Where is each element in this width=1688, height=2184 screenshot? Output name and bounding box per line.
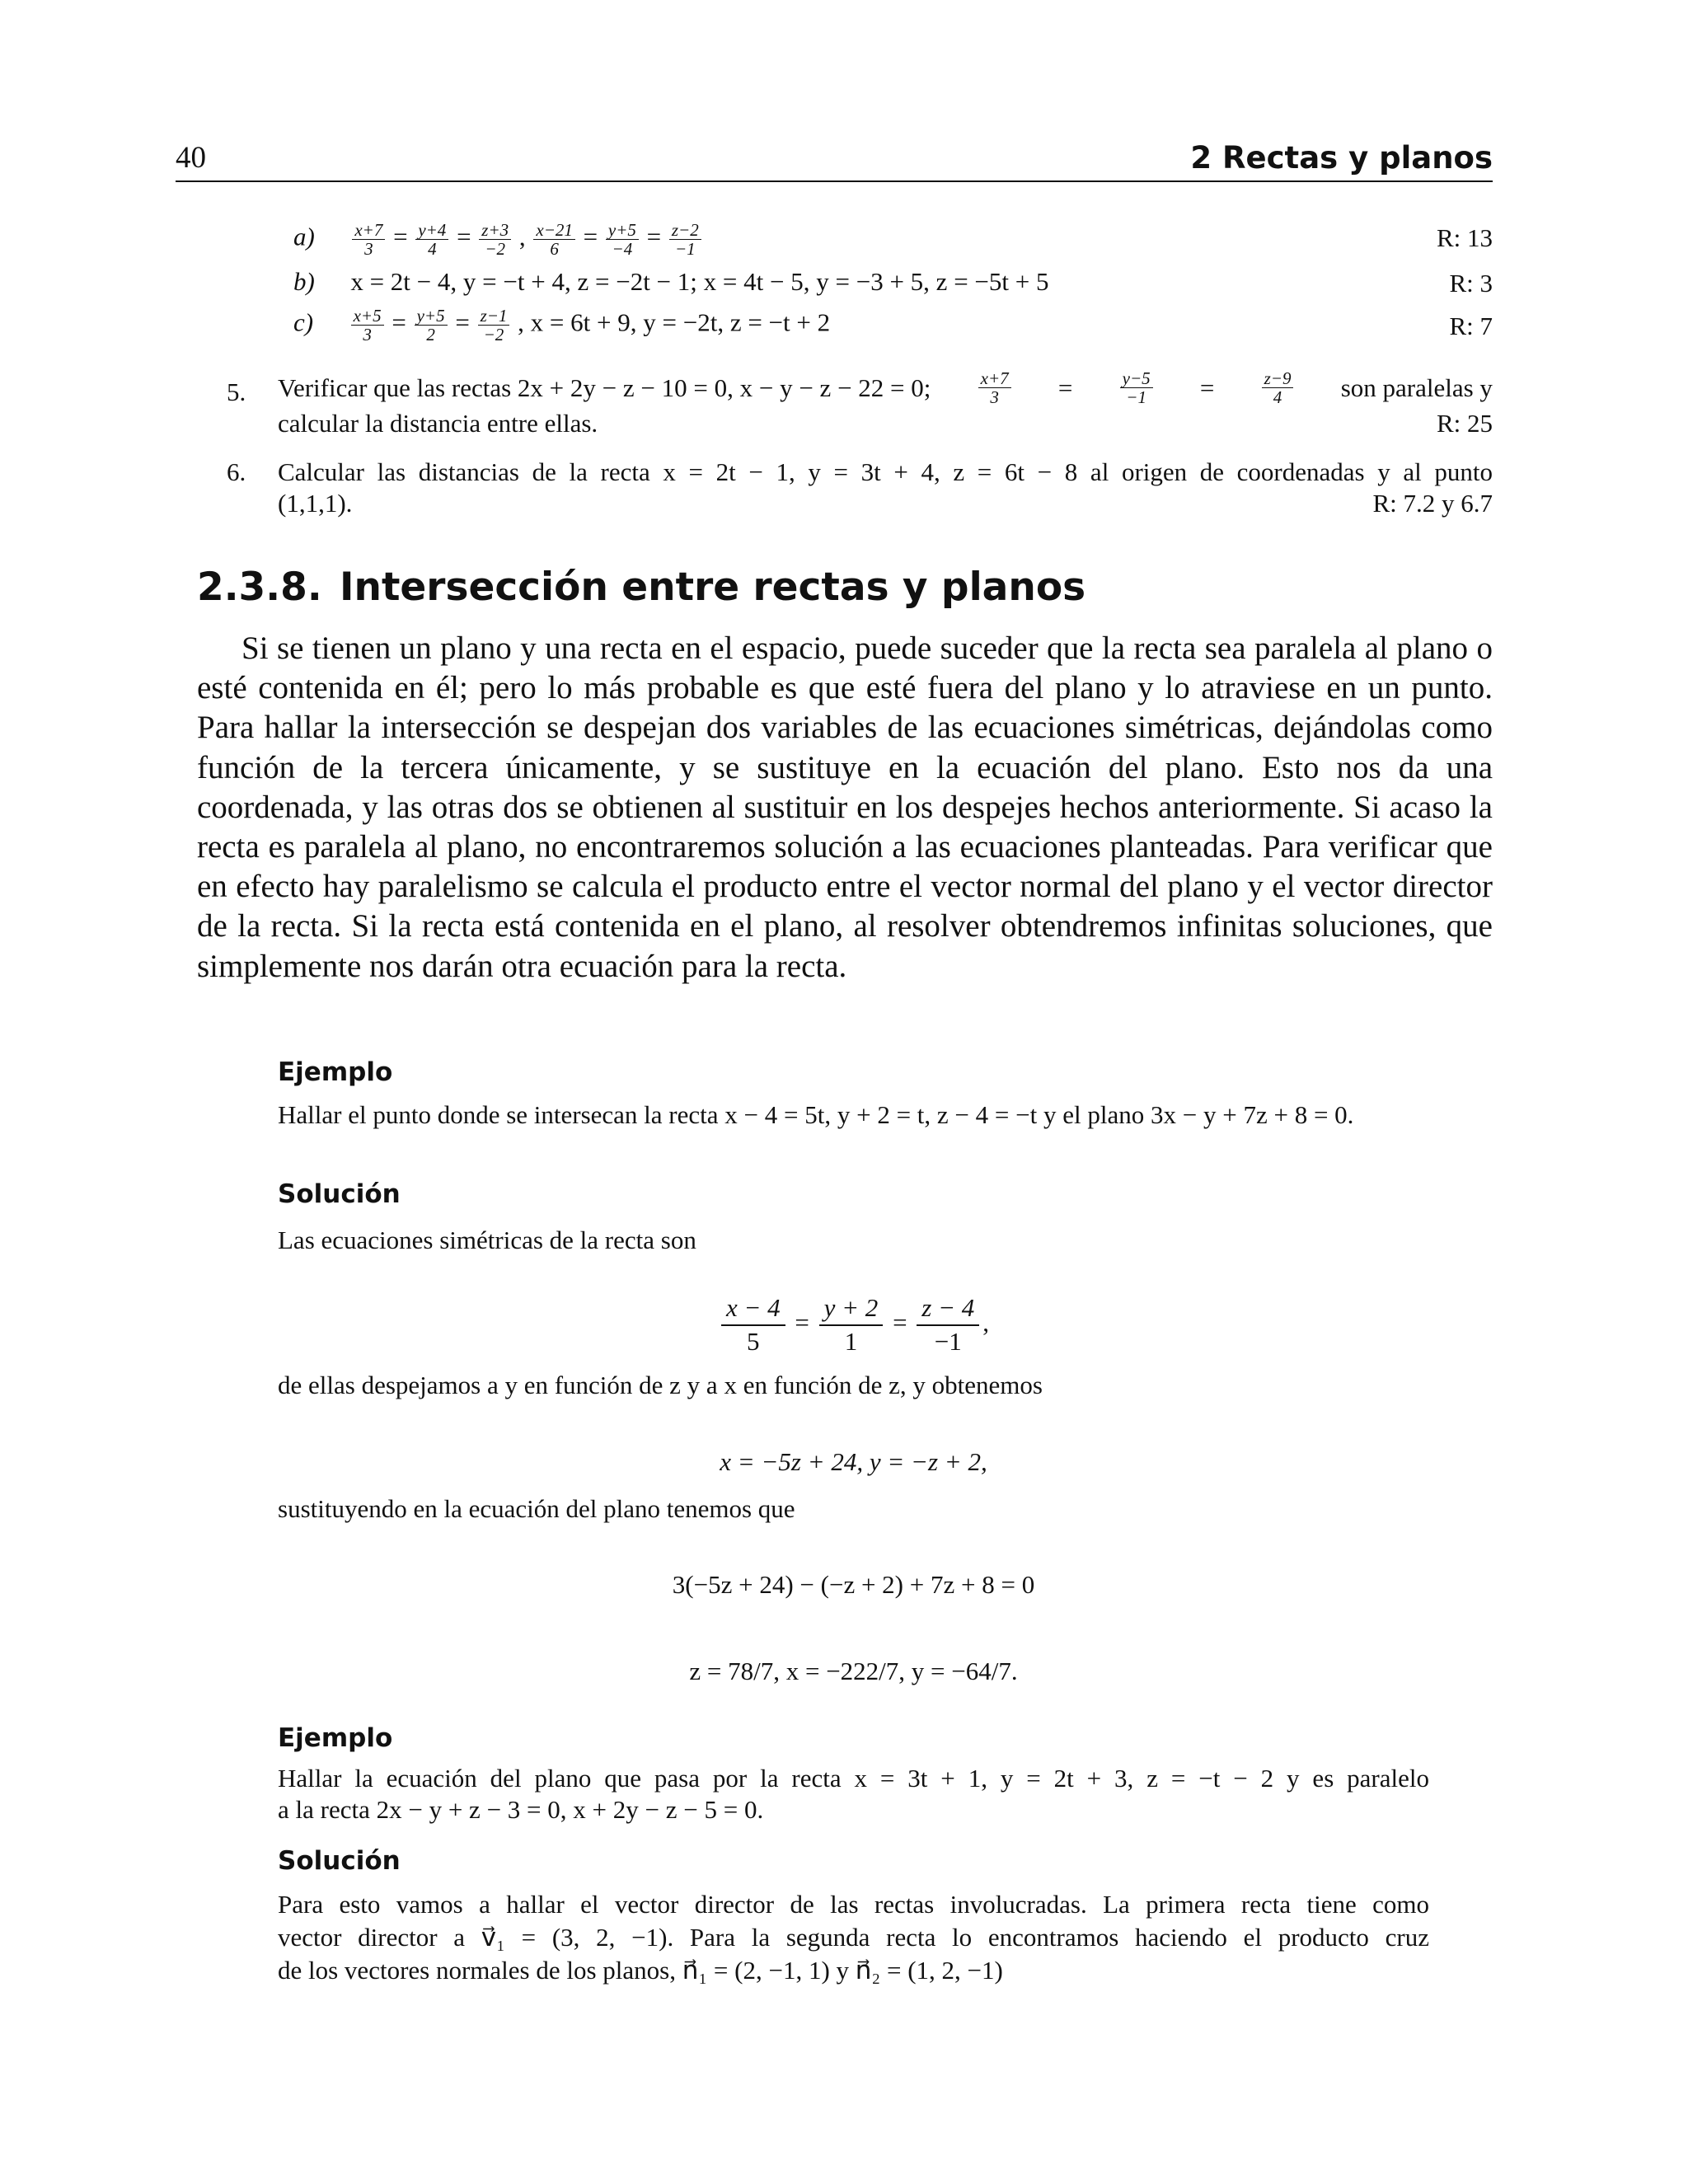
exercise-5-line2: calcular la distancia entre ellas.: [278, 409, 598, 438]
exercise-6-number: 6.: [227, 457, 246, 486]
exercise-5-line1: Verificar que las rectas 2x + 2y − z − 10 = 0, x − y − z − 22 = 0; $\frac{x+7}{3}$ = $\frac{y-5}{-1}$ = $\frac{z-9}{4}$ son paralelas y: [278, 368, 1493, 408]
exercise-b-label: b): [293, 267, 315, 296]
exercise-a: a) $\frac{x+7}{3}$ = $\frac{y+4}{4}$ = $\frac{z+3}{-2}$ , $\frac{x-21}{6}$ = $\frac{y+5}{-4}$ = $\frac{z-2}{-1}$: [293, 221, 703, 258]
example-2-solution-line3: de los vectores normales de los planos, n⃗₁ = (2, −1, 1) y n⃗₂ = (1, 2, −1): [278, 1956, 1003, 1985]
answer-6: R: 7.2 y 6.7: [1372, 489, 1493, 518]
example-2-solution-heading: Solución: [278, 1846, 401, 1876]
section-number: 2.3.8.: [197, 565, 322, 610]
fraction: $\frac{z-2}{-1}$: [669, 221, 701, 258]
fraction: $\frac{x+7}{3}$: [978, 369, 1011, 406]
section-title: Intersección entre rectas y planos: [340, 565, 1086, 610]
exercise-5-number: 5.: [227, 377, 246, 406]
fraction: $\frac{x-21}{6}$: [533, 221, 575, 258]
example-2-solution-line1: Para esto vamos a hallar el vector director de las rectas involucradas. La primera recta tiene como: [278, 1890, 1429, 1919]
result-equation: z = 78/7, x = −222/7, y = −64/7.: [689, 1657, 1018, 1685]
exercise-c: c) $\frac{x+5}{3}$ = $\frac{y+5}{2}$ = $\frac{z-1}{-2}$ , x = 6t + 9, y = −2t, z = −t + 2: [293, 306, 831, 345]
example-2-statement-line2: a la recta 2x − y + z − 3 = 0, x + 2y − z − 5 = 0.: [278, 1795, 764, 1824]
symmetric-equations: $\frac{x - 4}{5}$ = $\frac{y + 2}{1}$ = $\frac{z - 4}{-1}$ ,: [278, 1292, 1429, 1358]
exercise-c-rest: , x = 6t + 9, y = −2t, z = −t + 2: [518, 307, 831, 337]
body-paragraph: Si se tienen un plano y una recta en el espacio, puede suceder que la recta sea paralela al plano o esté contenida en él; pero lo más probable es que esté fuera del plano y lo atraviese en un punto. Para hallar la intersección se despejan dos variables de las ecuaciones simétricas, dejándolas como función de la tercera únicamente, y se sustituye en la ecuación del plano. Esto nos da una coordenada, y las otras dos se obtienen al sustituir en los despejes hechos anteriormente. Si acaso la recta es paralela al plano, no encontraremos solución a las ecuaciones planteadas. Para verificar que en efecto hay paralelismo se calcula el producto entre el vector normal del plano y el vector director de la recta. Si la recta está contenida en el plano, al resolver obtendremos infinitas soluciones, que simplemente nos darán otra ecuación para la recta.: [197, 630, 1493, 984]
exercise-a-label: a): [293, 222, 315, 251]
example-2-solution-line2: vector director a v⃗₁ = (3, 2, −1). Para la segunda recta lo encontramos haciendo el producto cruz: [278, 1923, 1429, 1952]
fraction: $\frac{x+5}{3}$: [351, 307, 384, 344]
exercise-b-text: x = 2t − 4, y = −t + 4, z = −2t − 1; x = 4t − 5, y = −3 + 5, z = −5t + 5: [350, 267, 1049, 296]
exercise-6-line2: (1,1,1).: [278, 489, 353, 518]
fraction: $\frac{z-1}{-2}$: [478, 307, 510, 344]
substituted-equation: 3(−5z + 24) − (−z + 2) + 7z + 8 = 0: [672, 1570, 1035, 1599]
fraction: $\frac{z-9}{4}$: [1262, 369, 1294, 406]
example-1-heading: Ejemplo: [278, 1057, 393, 1087]
answer-b: R: 3: [1449, 269, 1493, 298]
fraction: $\frac{y+5}{2}$: [415, 307, 448, 344]
running-title: 2 Rectas y planos: [1190, 140, 1493, 176]
exercise-c-label: c): [293, 307, 314, 337]
example-2-statement-line1: Hallar la ecuación del plano que pasa por la recta x = 3t + 1, y = 2t + 3, z = −t − 2 y es paralelo: [278, 1764, 1429, 1793]
fraction: $\frac{x - 4}{5}$: [721, 1292, 785, 1358]
answer-a: R: 13: [1436, 223, 1493, 252]
solved-equations: x = −5z + 24, y = −z + 2,: [720, 1447, 987, 1476]
fraction: $\frac{y + 2}{1}$: [819, 1292, 884, 1358]
example-1-statement: Hallar el punto donde se intersecan la recta x − 4 = 5t, y + 2 = t, z − 4 = −t y el plano 3x − y + 7z + 8 = 0.: [278, 1100, 1354, 1129]
answer-c: R: 7: [1449, 312, 1493, 340]
header-rule: [176, 180, 1493, 182]
example-1-solution-heading: Solución: [278, 1179, 401, 1209]
exercise-5-text: Verificar que las rectas 2x + 2y − z − 10 = 0, x − y − z − 22 = 0;: [278, 373, 931, 402]
exercise-5-text-end: son paralelas y: [1340, 373, 1493, 402]
fraction: $\frac{y-5}{-1}$: [1120, 369, 1153, 406]
fraction: $\frac{y+5}{-4}$: [606, 221, 639, 258]
fraction: $\frac{z - 4}{-1}$: [917, 1292, 979, 1358]
section-heading: [197, 565, 1085, 610]
example-2-heading: Ejemplo: [278, 1723, 393, 1753]
page-number: 40: [176, 141, 206, 175]
example-1-after-solved: sustituyendo en la ecuación del plano tenemos que: [278, 1494, 795, 1523]
fraction: $\frac{x+7}{3}$: [352, 221, 385, 258]
fraction: $\frac{y+4}{4}$: [415, 221, 448, 258]
fraction: $\frac{z+3}{-2}$: [479, 221, 511, 258]
example-1-after-sym: de ellas despejamos a y en función de z y a x en función de z, y obtenemos: [278, 1371, 1043, 1399]
exercise-6-line1: Calcular las distancias de la recta x = 2t − 1, y = 3t + 4, z = 6t − 8 al origen de coordenadas y al punto: [278, 457, 1493, 486]
example-1-intro: Las ecuaciones simétricas de la recta son: [278, 1226, 696, 1254]
answer-5: R: 25: [1436, 409, 1493, 438]
exercise-b: [293, 269, 1049, 294]
